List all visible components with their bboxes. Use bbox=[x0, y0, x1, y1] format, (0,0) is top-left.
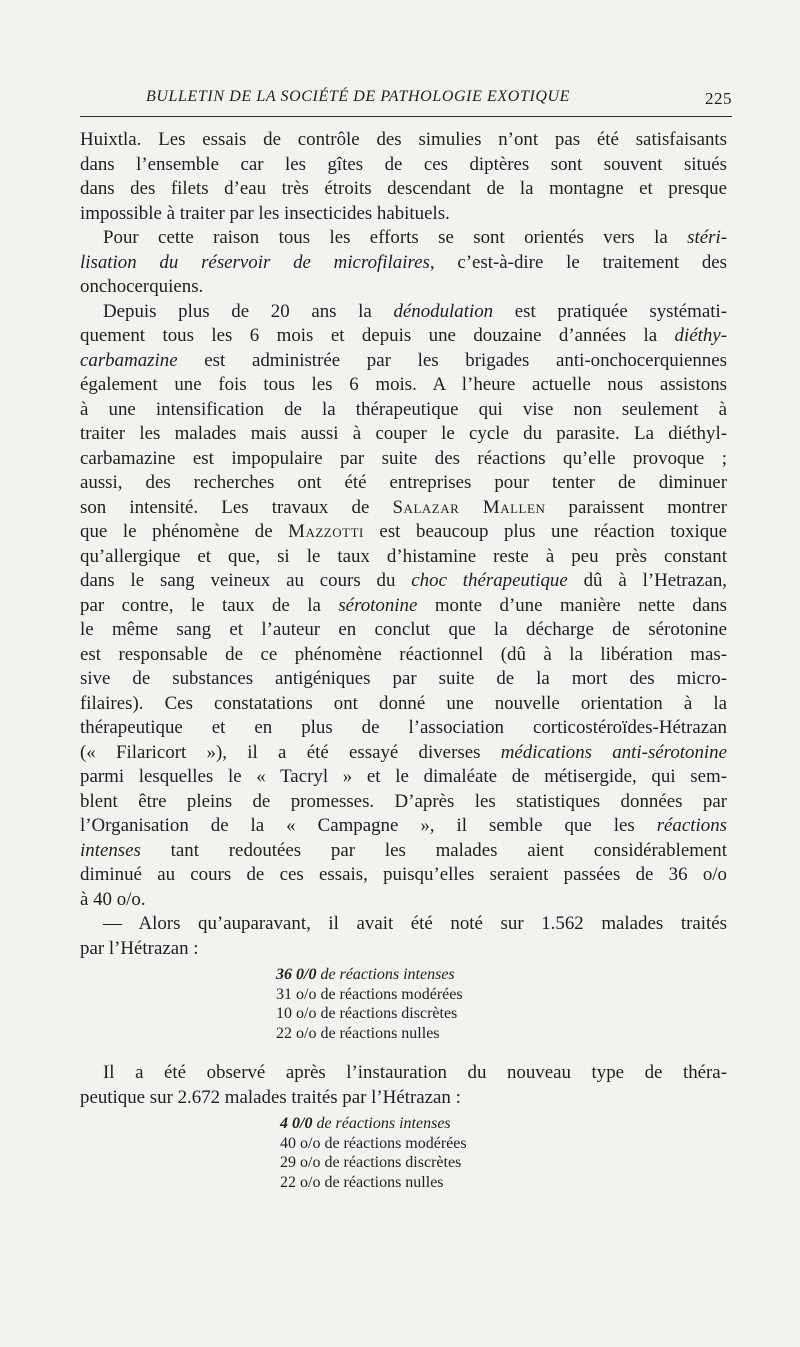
stats-item bbox=[280, 1134, 727, 1154]
text-line: à 40 o/o. bbox=[80, 888, 146, 910]
text-line bbox=[80, 814, 727, 839]
text-line: le même sang et l’auteur en conclut que la décharge de sérotonine bbox=[80, 619, 727, 640]
text-line: blent être pleins de promesses. D’après les statistiques données par bbox=[80, 790, 727, 812]
stats-value: 22 o/o bbox=[276, 1024, 317, 1042]
text-line bbox=[80, 226, 727, 251]
stats-value: 29 o/o bbox=[280, 1154, 321, 1171]
text-line: thérapeutique et en plus de l’association corticostéroïdes-Hétrazan bbox=[80, 717, 727, 738]
stats-value: 40 o/o bbox=[280, 1134, 321, 1152]
stats-item bbox=[276, 1024, 727, 1044]
text-run: par contre, le taux de la bbox=[80, 594, 339, 616]
paragraph-simulies bbox=[80, 128, 727, 226]
paragraph-therapeutique bbox=[80, 300, 727, 913]
stats-item bbox=[276, 985, 727, 1005]
stats-value: 36 0/0 bbox=[276, 966, 317, 983]
stats-item bbox=[276, 1004, 727, 1024]
stats-item bbox=[280, 1153, 727, 1173]
stats-list-before bbox=[80, 965, 727, 1043]
text-line: à une intensification de la thérapeutique qui vise non seulement à bbox=[80, 398, 727, 420]
text-run: l’Organisation de la « Campagne », il semble que les bbox=[80, 815, 657, 836]
stats-value: 22 o/o bbox=[280, 1173, 321, 1191]
text-line: par l’Hétrazan : bbox=[80, 937, 199, 959]
text-line: — Alors qu’auparavant, il avait été noté sur 1.562 malades traités bbox=[103, 913, 727, 934]
stats-list-after bbox=[80, 1114, 727, 1192]
text-run: (« Filaricort »), il a été essayé diverses bbox=[80, 741, 501, 763]
author-name: Salazar Mallen bbox=[392, 496, 546, 518]
text-line bbox=[80, 594, 727, 619]
stats-label: de réactions nulles bbox=[320, 1173, 444, 1191]
text-line: Huixtla. Les essais de contrôle des simulies n’ont pas été satisfaisants bbox=[80, 129, 727, 150]
text-run: dans le sang veineux au cours du bbox=[80, 570, 412, 591]
emphasis: dénodulation bbox=[393, 300, 494, 322]
text-line: dans des filets d’eau très étroits descendant de la montagne et presque bbox=[80, 178, 727, 199]
text-line: sive de substances antigéniques par suite de la mort des micro- bbox=[80, 668, 727, 689]
text-line: Il a été observé après l’instauration du nouveau type de théra- bbox=[103, 1062, 727, 1083]
author-name: Mazzotti bbox=[288, 521, 364, 542]
stats-value: 4 0/0 bbox=[280, 1115, 313, 1132]
paragraph-statistiques-avant bbox=[80, 912, 727, 961]
stats-label: de réactions intenses bbox=[316, 966, 455, 983]
emphasis: diéthy- bbox=[674, 325, 727, 346]
text-run: son intensité. Les travaux de bbox=[80, 496, 393, 518]
text-line bbox=[80, 741, 727, 766]
text-line bbox=[80, 349, 727, 374]
emphasis: médications anti-sérotonine bbox=[500, 741, 727, 763]
text-line bbox=[80, 520, 727, 545]
text-line bbox=[80, 569, 727, 594]
text-line: également une fois tous les 6 mois. A l’heure actuelle nous assistons bbox=[80, 374, 727, 395]
text-line bbox=[80, 251, 727, 276]
text-run: que le phénomène de bbox=[80, 521, 289, 542]
emphasis: réactions bbox=[656, 815, 727, 836]
stats-label: de réactions intenses bbox=[312, 1115, 451, 1132]
stats-item bbox=[280, 1173, 727, 1193]
stats-label: de réactions discrètes bbox=[316, 1005, 458, 1022]
emphasis: choc thérapeutique bbox=[411, 570, 568, 591]
text-run: est beaucoup plus une réaction toxique bbox=[363, 521, 727, 542]
text-line: traiter les malades mais aussi à couper le cycle du parasite. La diéthyl- bbox=[80, 423, 727, 444]
text-line: parmi lesquelles le « Tacryl » et le dimaléate de métisergide, qui sem- bbox=[80, 766, 727, 787]
text-run: Depuis plus de 20 ans la bbox=[103, 300, 394, 322]
text-line: aussi, des recherches ont été entreprises pour tenter de diminuer bbox=[80, 472, 727, 493]
text-line: onchocerquiens. bbox=[80, 276, 204, 297]
paragraph-sterilisation bbox=[80, 226, 727, 300]
stats-label: de réactions discrètes bbox=[320, 1154, 462, 1171]
paragraph-statistiques-apres bbox=[80, 1061, 727, 1110]
running-head bbox=[80, 88, 732, 112]
emphasis: sérotonine bbox=[338, 594, 418, 616]
emphasis: carbamazine bbox=[80, 349, 178, 371]
text-line bbox=[80, 839, 727, 864]
text-line bbox=[80, 496, 727, 521]
text-line: diminué au cours de ces essais, puisqu’elles seraient passées de 36 o/o bbox=[80, 864, 727, 885]
text-run: tant redoutées par les malades aient considérablement bbox=[140, 839, 727, 861]
text-run: Pour cette raison tous les efforts se sont orientés vers la bbox=[103, 227, 688, 248]
text-run: paraissent montrer bbox=[545, 496, 728, 518]
text-line: dans l’ensemble car les gîtes de ces diptères sont souvent situés bbox=[80, 153, 727, 175]
text-line: carbamazine est impopulaire par suite des réactions qu’elle provoque ; bbox=[80, 447, 727, 469]
text-line: est responsable de ce phénomène réactionnel (dû à la libération mas- bbox=[80, 643, 727, 665]
text-line bbox=[80, 300, 727, 325]
stats-item bbox=[276, 965, 727, 985]
stats-label: de réactions modérées bbox=[316, 985, 463, 1003]
emphasis: stéri- bbox=[687, 227, 727, 248]
text-run: monte d’une manière nette dans bbox=[417, 594, 728, 616]
text-line bbox=[80, 324, 727, 349]
emphasis: lisation du réservoir de microfilaires bbox=[80, 251, 430, 273]
text-line: filaires). Ces constatations ont donné une nouvelle orientation à la bbox=[80, 692, 727, 714]
text-run: est pratiquée systémati- bbox=[493, 300, 727, 322]
running-title: BULLETIN DE LA SOCIÉTÉ DE PATHOLOGIE EXOTIQUE bbox=[146, 88, 571, 105]
stats-item bbox=[280, 1114, 727, 1134]
body-text bbox=[80, 128, 727, 1192]
text-line: peutique sur 2.672 malades traités par l’Hétrazan : bbox=[80, 1086, 461, 1108]
text-run: , c’est-à-dire le traitement des bbox=[429, 251, 727, 273]
text-line: qu’allergique et que, si le taux d’histamine reste à peu près constant bbox=[80, 545, 727, 567]
text-line: impossible à traiter par les insecticides habituels. bbox=[80, 202, 450, 224]
text-run: est administrée par les brigades anti-onchocerquiennes bbox=[177, 349, 727, 371]
stats-value: 31 o/o bbox=[276, 985, 317, 1003]
stats-value: 10 o/o bbox=[276, 1005, 317, 1022]
header-rule bbox=[80, 116, 732, 117]
emphasis: intenses bbox=[80, 839, 141, 861]
stats-label: de réactions nulles bbox=[316, 1024, 440, 1042]
text-run: quement tous les 6 mois et depuis une douzaine d’années la bbox=[80, 325, 675, 346]
page-number: 225 bbox=[705, 89, 732, 108]
stats-label: de réactions modérées bbox=[320, 1134, 467, 1152]
spacer bbox=[80, 1043, 727, 1061]
text-run: dû à l’Hetrazan, bbox=[567, 570, 727, 591]
